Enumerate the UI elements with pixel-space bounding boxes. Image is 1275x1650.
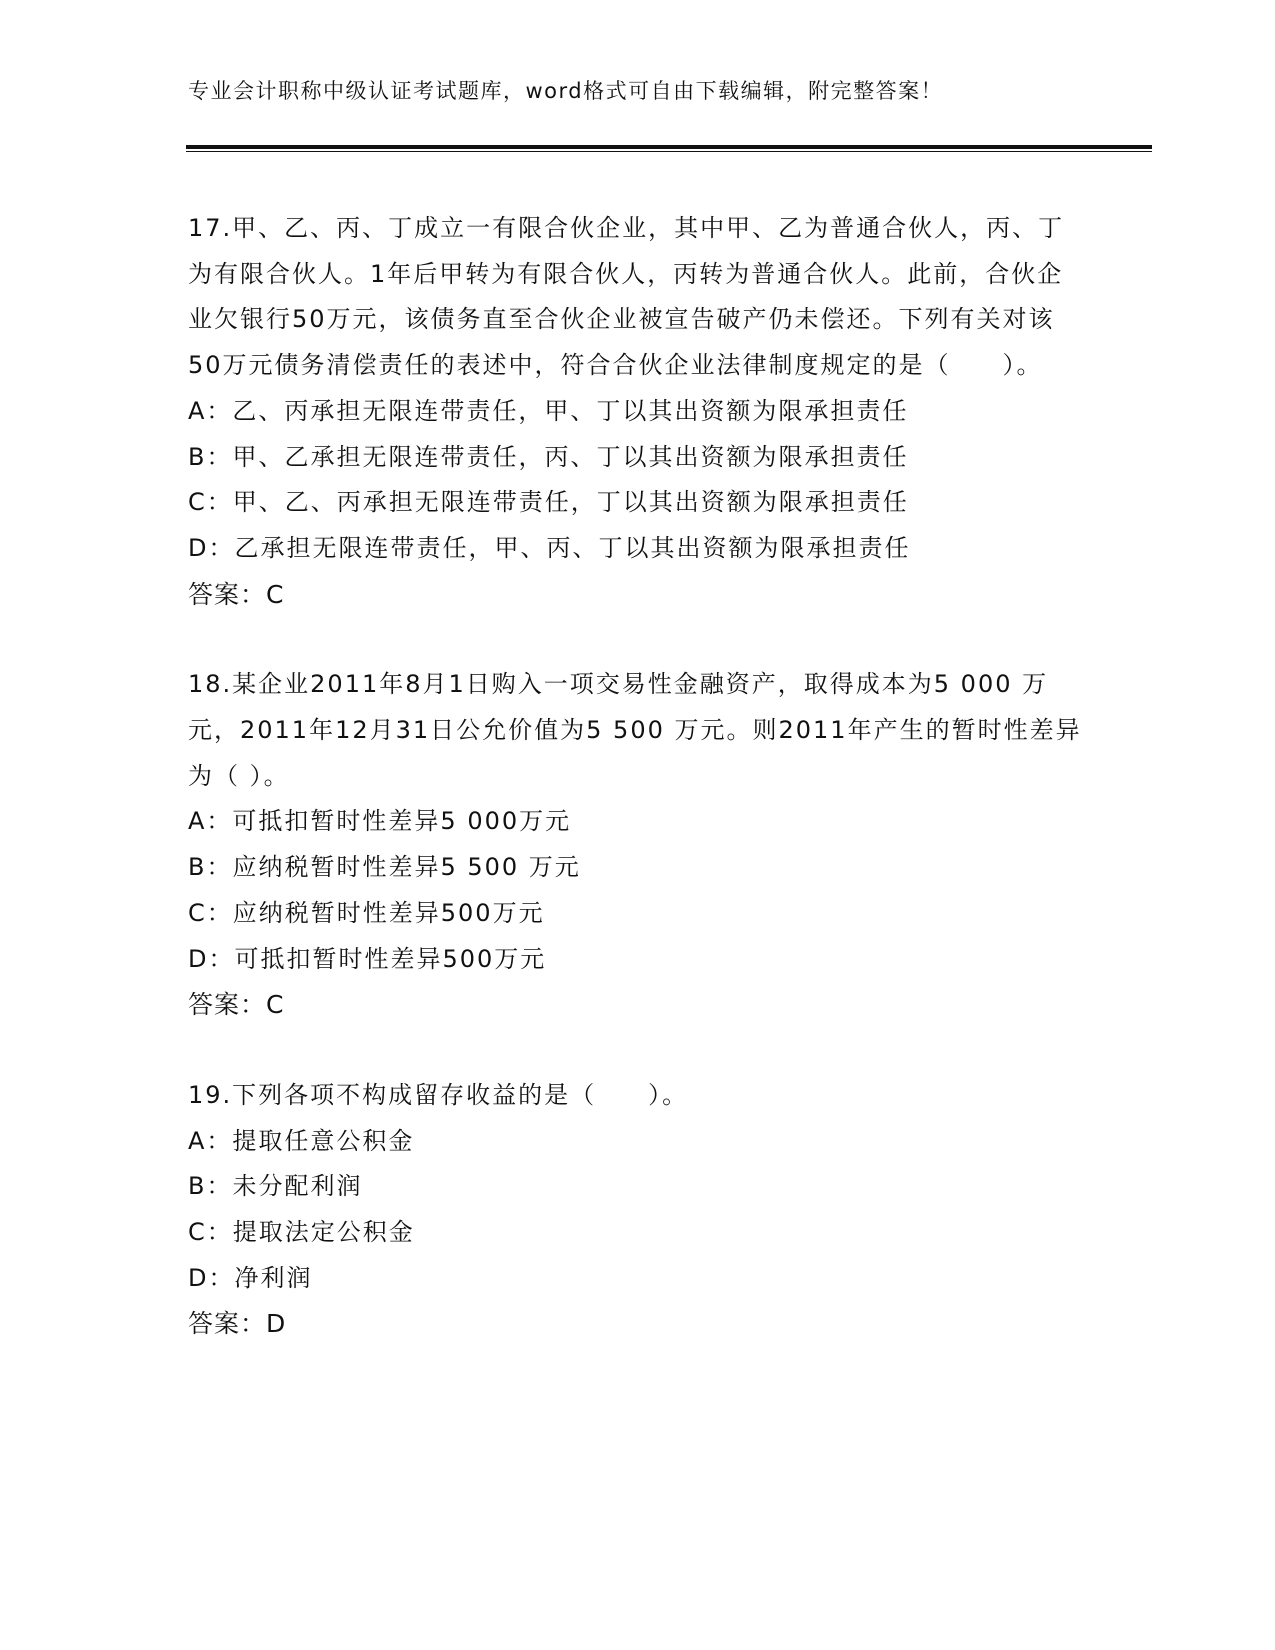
answer: 答案：C: [188, 579, 285, 609]
option-b: B：未分配利润: [188, 1172, 363, 1201]
header-rule-thick: [186, 145, 1152, 149]
question-18: [188, 662, 1088, 1028]
header-rule-thin: [186, 151, 1152, 152]
question-list: [188, 206, 1088, 1392]
option-c: C：甲、乙、丙承担无限连带责任，丁以其出资额为限承担责任: [188, 488, 909, 517]
option-a: A：可抵扣暂时性差异5 000万元: [188, 807, 572, 836]
option-b: B：应纳税暂时性差异5 500 万元: [188, 853, 581, 882]
question-stem: 17.甲、乙、丙、丁成立一有限合伙企业，其中甲、乙为普通合伙人，丙、丁为有限合伙人。1年后甲转为有限合伙人，丙转为普通合伙人。此前，合伙企业欠银行50万元，该债务直至合伙企业被宣告破产仍未偿还。下列有关对该50万元债务清偿责任的表述中，符合合伙企业法律制度规定的是（ ）。: [188, 214, 1065, 380]
question-19: [188, 1073, 1088, 1347]
option-c: C：提取法定公积金: [188, 1218, 415, 1247]
document-header: 专业会计职称中级认证考试题库，word格式可自由下载编辑，附完整答案！: [188, 79, 944, 103]
option-d: D：乙承担无限连带责任，甲、丙、丁以其出资额为限承担责任: [188, 533, 911, 562]
question-stem: 19.下列各项不构成留存收益的是（ ）。: [188, 1080, 689, 1109]
question-17: [188, 206, 1088, 617]
answer: 答案：C: [188, 990, 285, 1020]
answer: 答案：D: [188, 1309, 287, 1339]
option-a: A：乙、丙承担无限连带责任，甲、丁以其出资额为限承担责任: [188, 396, 909, 425]
option-d: D：净利润: [188, 1263, 313, 1292]
option-d: D：可抵扣暂时性差异500万元: [188, 944, 547, 973]
option-c: C：应纳税暂时性差异500万元: [188, 898, 545, 927]
question-stem: 18.某企业2011年8月1日购入一项交易性金融资产，取得成本为5 000 万元，2011年12月31日公允价值为5 500 万元。则2011年产生的暂时性差异为（ ）。: [188, 670, 1082, 790]
option-a: A：提取任意公积金: [188, 1126, 415, 1155]
option-b: B：甲、乙承担无限连带责任，丙、丁以其出资额为限承担责任: [188, 442, 909, 471]
